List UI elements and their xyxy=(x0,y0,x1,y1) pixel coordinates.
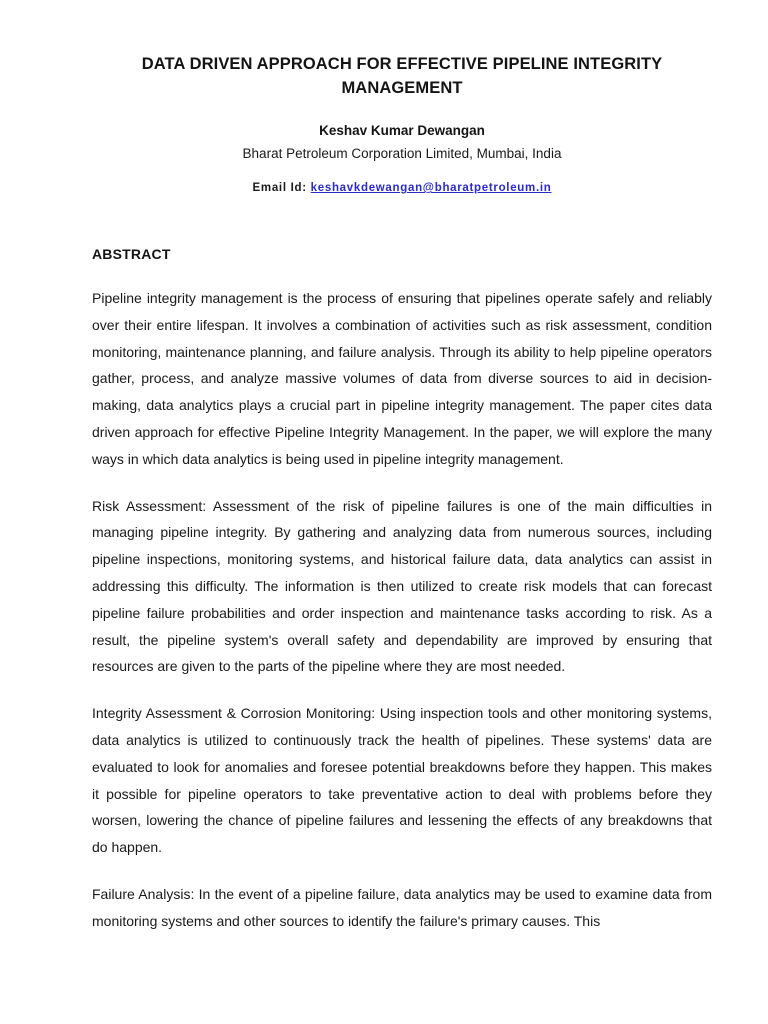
abstract-paragraph-2: Risk Assessment: Assessment of the risk of pipeline failures is one of the main difficulties in managing pipeline integrity. By gathering and analyzing data from numerous sources, including pipeline inspections, monitoring systems, and historical failure data, data analytics can assist in addressing this difficulty. The information is then utilized to create risk models that can forecast pipeline failure probabilities and order inspection and maintenance tasks according to risk. As a result, the pipeline system's overall safety and dependability are improved by ensuring that resources are given to the parts of the pipeline where they are most needed. xyxy=(92,497,712,675)
author-affiliation: Bharat Petroleum Corporation Limited, Mumbai, India xyxy=(242,146,562,161)
abstract-paragraph-1: Pipeline integrity management is the process of ensuring that pipelines operate safely and reliably over their entire lifespan. It involves a combination of activities such as risk assessment, condition monitoring, maintenance planning, and failure analysis. Through its ability to help pipeline operators gather, process, and analyze massive volumes of data from diverse sources to aid in decision-making, data analytics plays a crucial part in pipeline integrity management. The paper cites data driven approach for effective Pipeline Integrity Management. In the paper, we will explore the many ways in which data analytics is being used in pipeline integrity management. xyxy=(92,290,712,467)
document-content xyxy=(92,0,712,935)
abstract-paragraph-4: Failure Analysis: In the event of a pipeline failure, data analytics may be used to examine data from monitoring systems and other sources to identify the failure's primary causes. This xyxy=(92,885,712,929)
abstract-heading: ABSTRACT xyxy=(92,246,171,262)
email-label: Email Id: xyxy=(252,182,307,194)
email-line xyxy=(92,163,712,196)
email-link[interactable]: keshavkdewangan@bharatpetroleum.in xyxy=(310,182,552,194)
abstract-paragraph-3: Integrity Assessment & Corrosion Monitoring: Using inspection tools and other monitoring systems, data analytics is utilized to continuously track the health of pipelines. These systems' data are evaluated to look for anomalies and foresee potential breakdowns before they happen. This makes it possible for pipeline operators to take preventative action to deal with problems before they worsen, lowering the chance of pipeline failures and lessening the effects of any breakdowns that do happen. xyxy=(92,705,712,856)
author-name: Keshav Kumar Dewangan xyxy=(319,123,485,138)
paper-title: DATA DRIVEN APPROACH FOR EFFECTIVE PIPELINE INTEGRITY MANAGEMENT xyxy=(141,55,663,97)
